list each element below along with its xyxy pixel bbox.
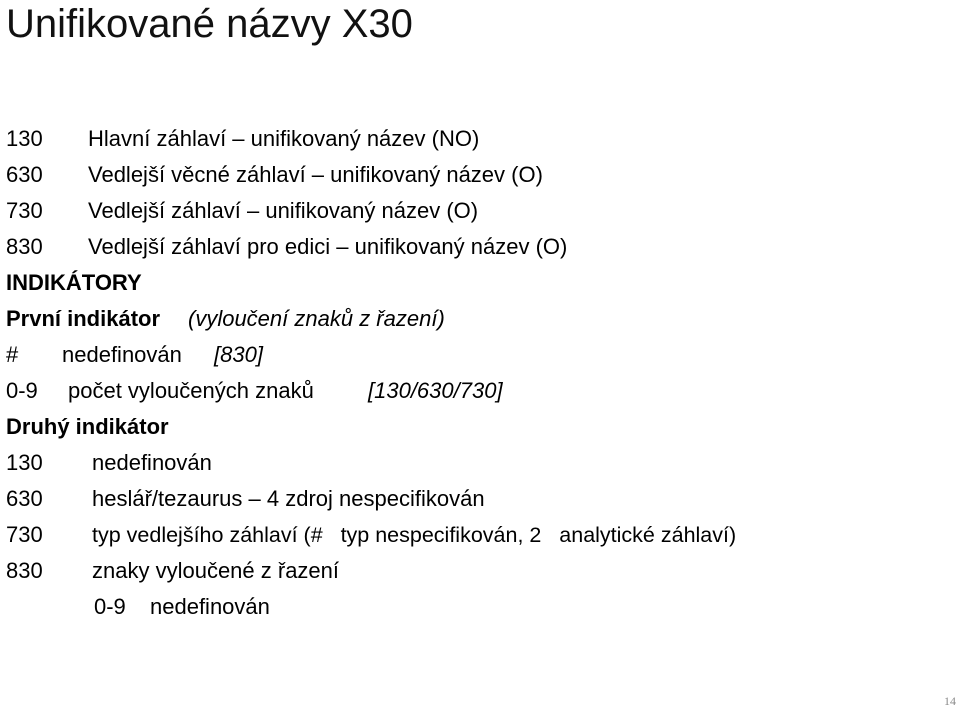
second-indicator-label: Druhý indikátor [6, 414, 169, 439]
field-code: 730 [6, 198, 43, 223]
indicator-value-description: nedefinován [92, 450, 212, 475]
indicator-value-code: 130 [6, 450, 43, 475]
field-code: 830 [6, 234, 43, 259]
indicator-value-code: 630 [6, 486, 43, 511]
indicator-value-description: heslář/tezaurus – 4 zdroj nespecifikován [92, 486, 485, 511]
field-description: Vedlejší záhlaví pro edici – unifikovaný název (O) [88, 234, 568, 259]
field-description: Vedlejší záhlaví – unifikovaný název (O) [88, 198, 479, 223]
indicator-value-note: [830] [214, 342, 263, 367]
indicator-value-note: [130/630/730] [368, 378, 503, 403]
field-code: 130 [6, 126, 43, 151]
field-description: Hlavní záhlaví – unifikovaný název (NO) [88, 126, 480, 151]
indicator-value-code: 830 [6, 558, 43, 583]
indicator-value-description: znaky vyloučené z řazení [92, 558, 340, 583]
indicator-value-code: 0-9 [6, 378, 38, 403]
indicator-value-description: nedefinován [62, 342, 182, 367]
slide-title: Unifikované názvy X30 [6, 2, 413, 46]
page-number: 14 [944, 694, 956, 708]
indicators-heading: INDIKÁTORY [6, 270, 142, 295]
indicator-value-description: počet vyloučených znaků [68, 378, 314, 403]
indicator-value-description: typ vedlejšího záhlaví (# typ nespecifikován, 2 analytické záhlaví) [92, 523, 737, 547]
first-indicator-note: (vyloučení znaků z řazení) [188, 306, 445, 331]
first-indicator-label: První indikátor [6, 306, 161, 331]
indicator-value-code: 730 [6, 522, 43, 547]
indicator-value-code: 0-9 [94, 594, 126, 619]
indicator-value-description: nedefinován [150, 594, 270, 619]
indicator-value-code: # [6, 342, 19, 367]
field-description: Vedlejší věcné záhlaví – unifikovaný název (O) [88, 162, 543, 187]
field-code: 630 [6, 162, 43, 187]
